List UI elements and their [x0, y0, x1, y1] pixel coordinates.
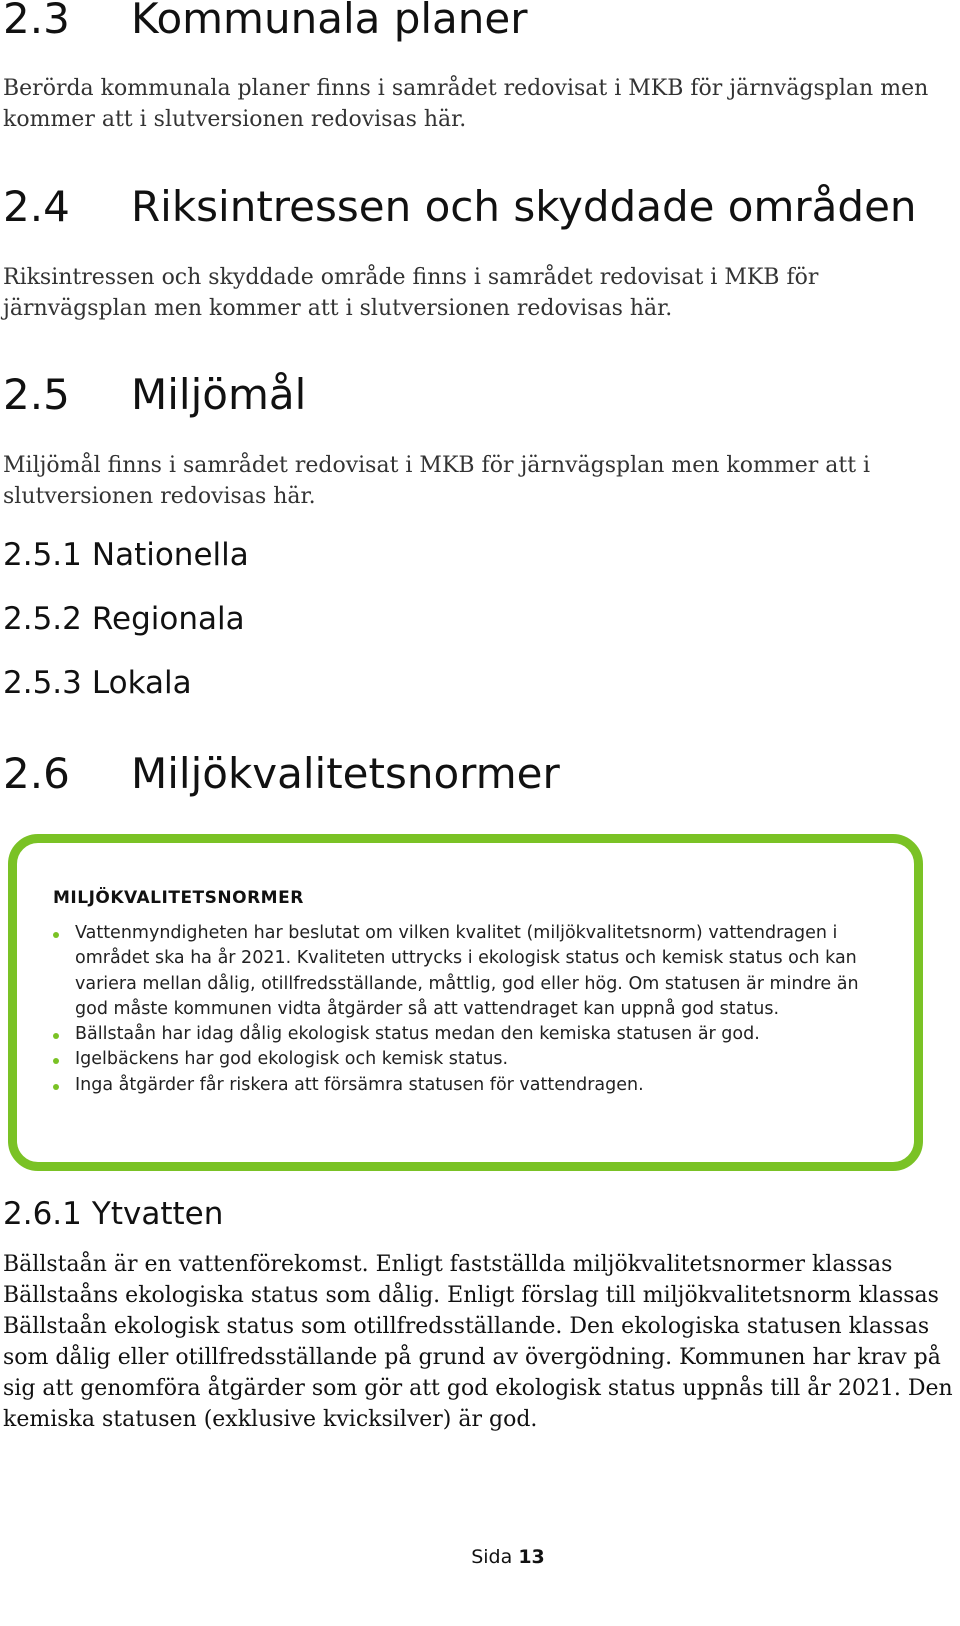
factbox-item-text: Bällstaån har idag dålig ekologisk status medan den kemiska statusen är god.	[75, 1024, 760, 1045]
factbox-miljokvalitetsnormer	[8, 834, 923, 1171]
page-number: 13	[518, 1546, 545, 1568]
factbox-list-item	[53, 1073, 893, 1098]
heading-number: 2.5.3	[3, 665, 82, 701]
heading-title: Kommunala planer	[131, 0, 528, 43]
heading-2-3	[3, 0, 528, 44]
factbox-item-text: Vattenmyndigheten har beslutat om vilken kvalitet (miljökvalitetsnorm) vattendragen i området ska ha år 2021. Kvaliteten uttrycks i ekologisk status och kemisk status och kan variera mellan dålig, otillfredsställande, måttlig, god eller hög. Om statusen är mindre än god måste kommunen vidta åtgärder så att vattendraget kan uppnå god status.	[75, 923, 859, 1019]
heading-2-6	[3, 749, 560, 799]
bullet-icon	[53, 1058, 59, 1064]
bullet-icon	[53, 1084, 59, 1090]
factbox-list	[53, 921, 893, 1098]
bullet-icon	[53, 1033, 59, 1039]
heading-2-4	[3, 182, 917, 232]
factbox-list-item	[53, 921, 893, 1022]
heading-2-5-1	[3, 536, 249, 574]
heading-number: 2.3	[3, 0, 70, 43]
heading-title: Nationella	[91, 537, 249, 573]
page-footer	[0, 1544, 960, 1570]
bullet-icon	[53, 932, 59, 938]
factbox-item-text: Inga åtgärder får riskera att försämra statusen för vattendragen.	[75, 1074, 644, 1095]
heading-number: 2.5.2	[3, 601, 82, 637]
heading-2-5-2	[3, 600, 245, 638]
paragraph-miljomal: Miljömål finns i samrådet redovisat i MKB för järnvägsplan men kommer att i slutversionen redovisas här.	[3, 453, 871, 509]
heading-number: 2.6.1	[3, 1196, 82, 1232]
footer-label: Sida	[471, 1546, 513, 1568]
paragraph-riksintressen: Riksintressen och skyddade område finns i samrådet redovisat i MKB för järnvägsplan men kommer att i slutversionen redovisas här.	[3, 265, 819, 321]
heading-number: 2.5.1	[3, 537, 82, 573]
heading-2-5-3	[3, 664, 192, 702]
paragraph-kommunala-planer: Berörda kommunala planer finns i samrådet redovisat i MKB för järnvägsplan men kommer att i slutversionen redovisas här.	[3, 76, 929, 132]
heading-number: 2.4	[3, 182, 70, 231]
factbox-list-item	[53, 1047, 893, 1072]
heading-title: Miljömål	[131, 370, 307, 419]
heading-title: Riksintressen och skyddade områden	[131, 182, 917, 231]
paragraph-ytvatten: Bällstaån är en vattenförekomst. Enligt fastställda miljökvalitetsnormer klassas Bällstaåns ekologiska status som dålig. Enligt förslag till miljökvalitetsnorm klassas Bällstaån ekologisk status som otillfredsställande. Den ekologiska statusen klassas som dålig eller otillfredsställande på grund av övergödning. Kommunen har krav på sig att genomföra åtgärder som gör att god ekologisk status uppnås till år 2021. Den kemiska statusen (exklusive kvicksilver) är god.	[3, 1252, 953, 1432]
heading-title: Regionala	[91, 601, 245, 637]
heading-title: Miljökvalitetsnormer	[131, 749, 560, 798]
factbox-item-text: Igelbäckens har god ekologisk och kemisk status.	[75, 1049, 509, 1070]
heading-title: Lokala	[91, 665, 192, 701]
heading-2-5	[3, 370, 306, 420]
heading-number: 2.5	[3, 370, 70, 419]
factbox-title: MILJÖKVALITETSNORMER	[53, 888, 304, 908]
heading-title: Ytvatten	[91, 1196, 224, 1232]
factbox-list-item	[53, 1022, 893, 1047]
heading-number: 2.6	[3, 749, 70, 798]
heading-2-6-1	[3, 1195, 223, 1233]
